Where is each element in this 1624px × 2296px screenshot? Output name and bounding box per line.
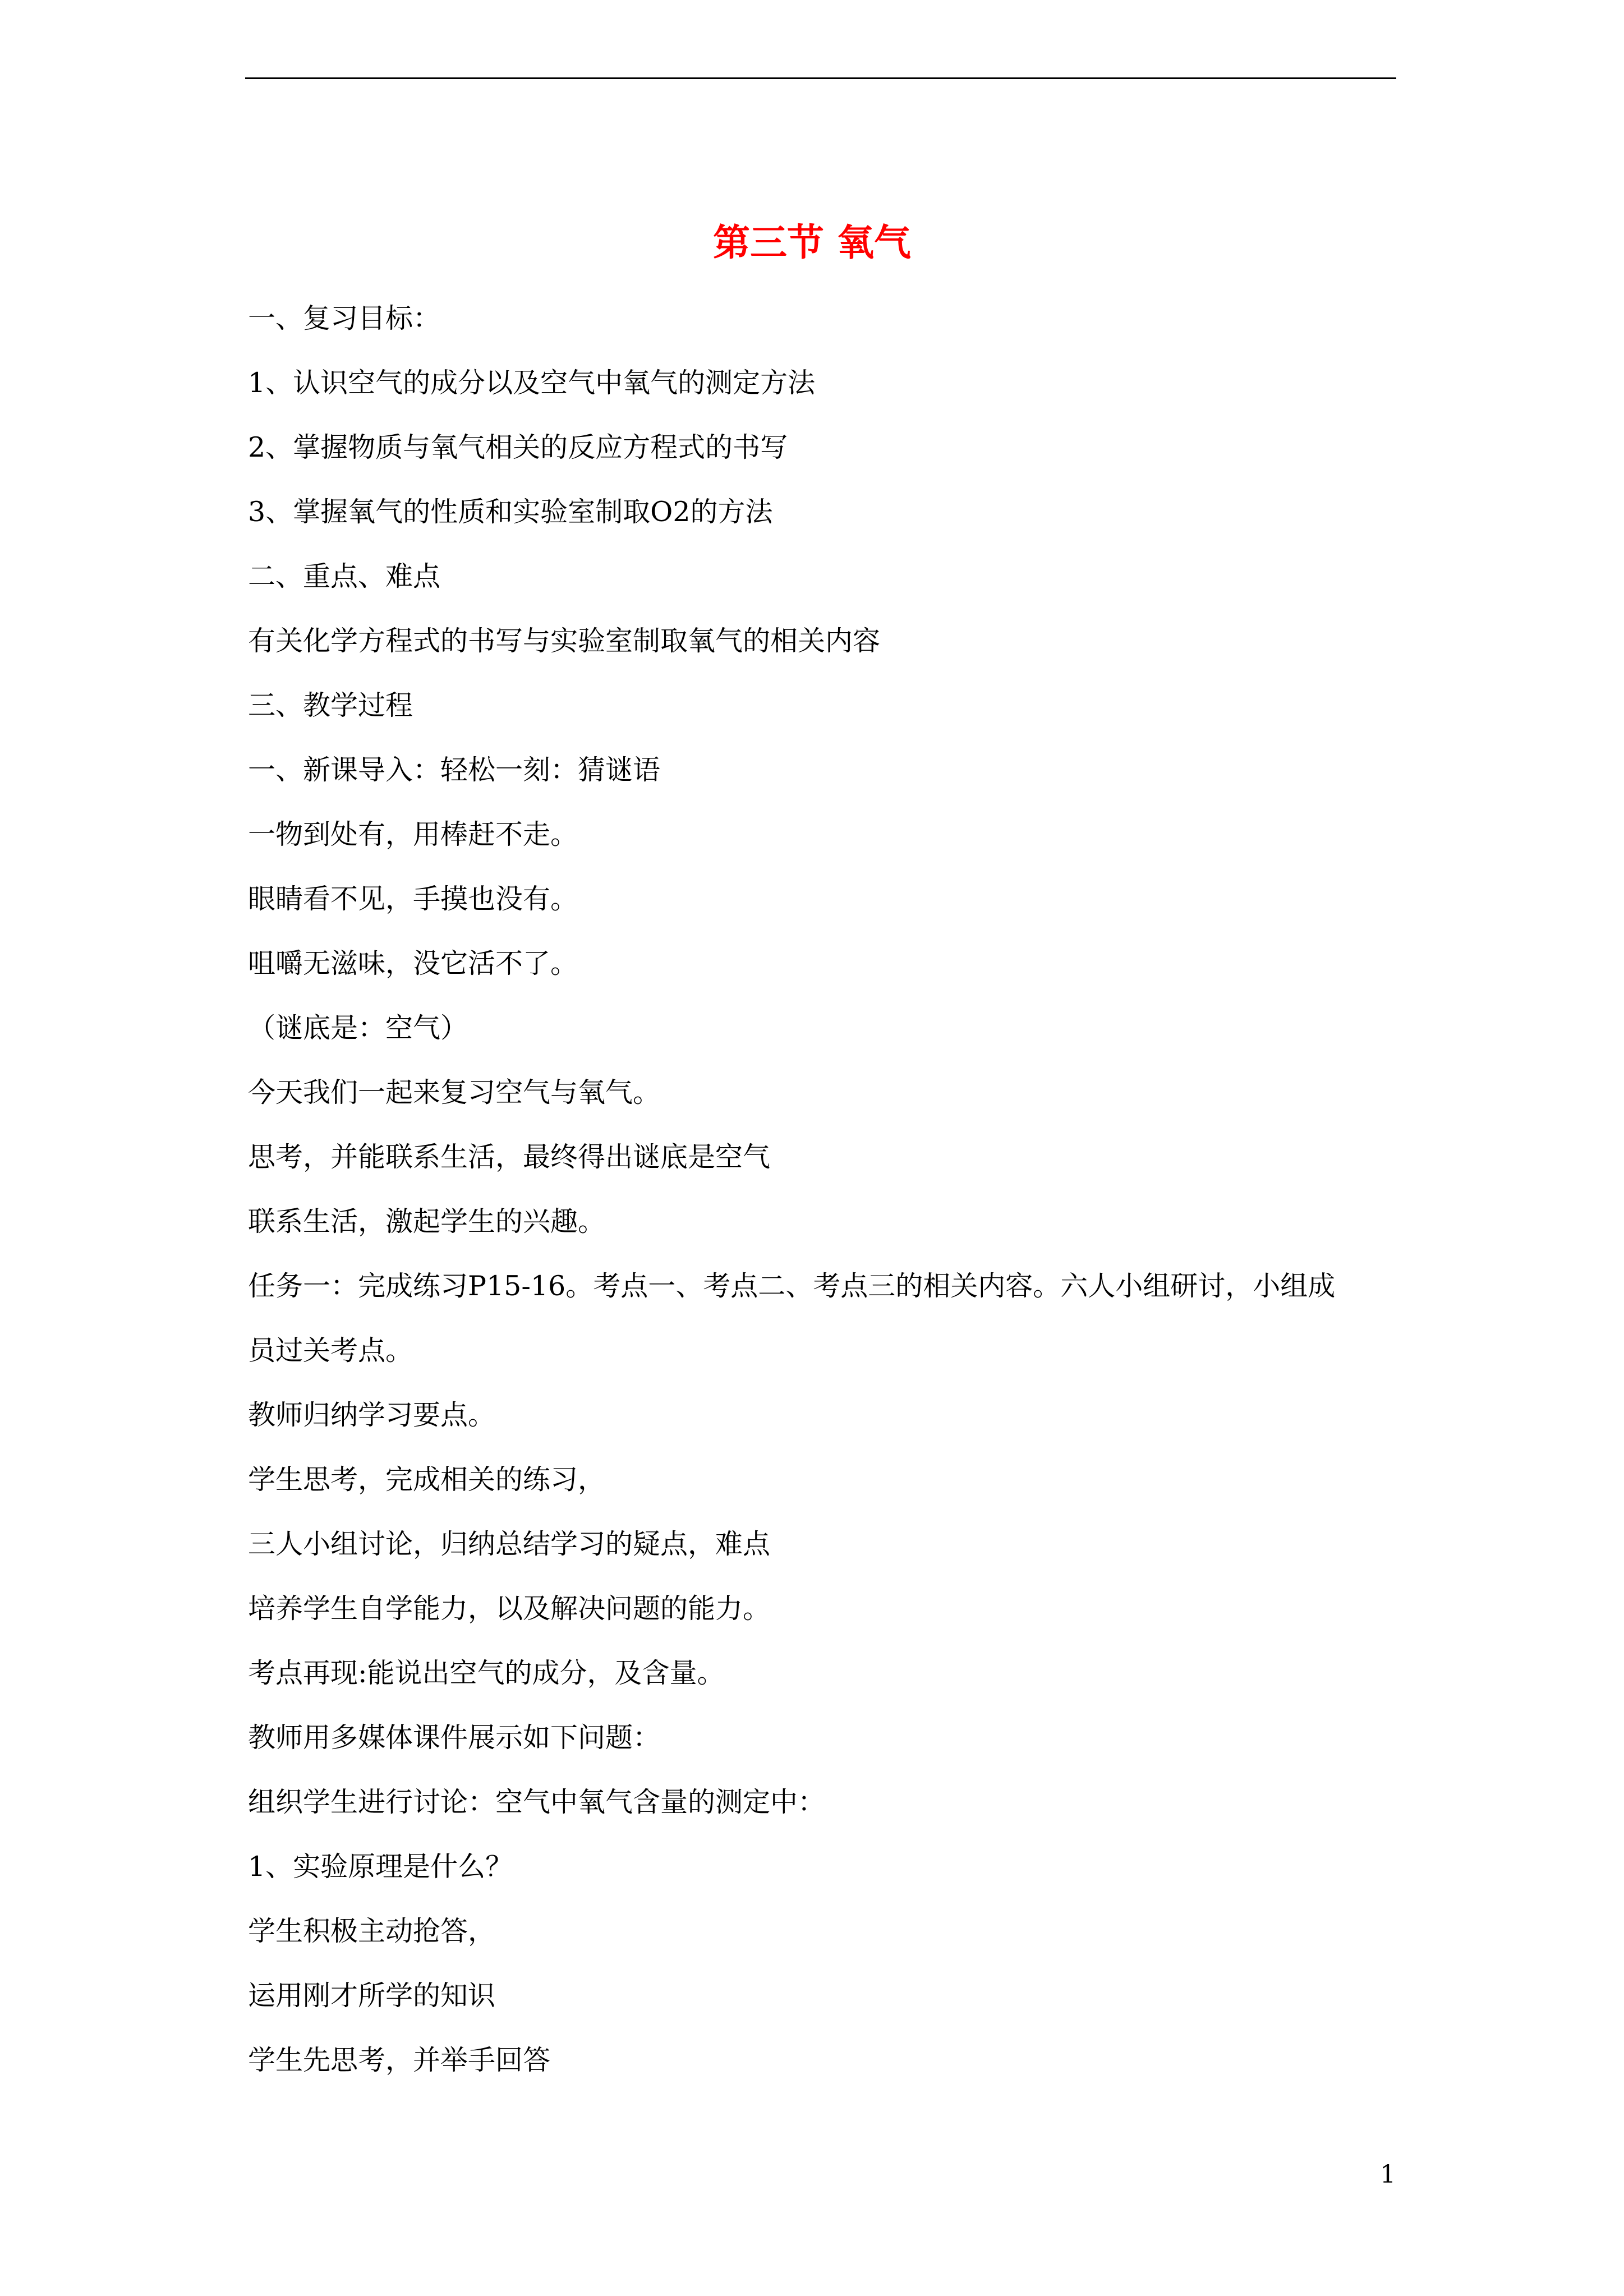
body-line: 教师用多媒体课件展示如下问题： xyxy=(248,1722,661,1754)
body-line: 一、复习目标： xyxy=(248,302,441,334)
body-line: 组织学生进行讨论：空气中氧气含量的测定中： xyxy=(248,1786,826,1818)
body-line: 1、认识空气的成分以及空气中氧气的测定方法 xyxy=(248,367,816,399)
body-line: 学生思考，完成相关的练习， xyxy=(248,1464,606,1496)
body-line: 考点再现:能说出空气的成分，及含量。 xyxy=(248,1657,725,1689)
document-body xyxy=(248,286,1398,2092)
body-line: 3、掌握氧气的性质和实验室制取O2的方法 xyxy=(248,496,773,528)
body-line: 有关化学方程式的书写与实验室制取氧气的相关内容 xyxy=(248,625,881,657)
body-line: 眼睛看不见，手摸也没有。 xyxy=(248,883,578,915)
body-line: 学生积极主动抢答， xyxy=(248,1915,496,1947)
body-line: 今天我们一起来复习空气与氧气。 xyxy=(248,1076,661,1108)
body-line: 一、新课导入：轻松一刻：猜谜语 xyxy=(248,754,661,786)
document-title: 第三节 氧气 xyxy=(713,220,911,264)
body-line: （谜底是：空气） xyxy=(248,1012,468,1044)
page-number: 1 xyxy=(1380,2160,1396,2189)
body-line: 员过关考点。 xyxy=(248,1335,413,1366)
body-line: 培养学生自学能力，以及解决问题的能力。 xyxy=(248,1593,771,1625)
body-line: 咀嚼无滋味，没它活不了。 xyxy=(248,947,578,979)
body-line: 一物到处有，用棒赶不走。 xyxy=(248,818,578,850)
body-line: 任务一：完成练习P15-16。考点一、考点二、考点三的相关内容。六人小组研讨，小组成 xyxy=(248,1270,1336,1302)
body-line: 学生先思考，并举手回答 xyxy=(248,2044,551,2076)
body-line: 2、掌握物质与氧气相关的反应方程式的书写 xyxy=(248,431,788,463)
body-line: 1、实验原理是什么？ xyxy=(248,1851,513,1883)
body-line: 二、重点、难点 xyxy=(248,560,441,592)
body-line: 三人小组讨论，归纳总结学习的疑点，难点 xyxy=(248,1528,771,1560)
body-line: 三、教学过程 xyxy=(248,689,413,721)
header-rule xyxy=(245,77,1396,79)
body-line: 教师归纳学习要点。 xyxy=(248,1399,496,1431)
body-line: 思考，并能联系生活，最终得出谜底是空气 xyxy=(248,1141,771,1173)
body-line: 联系生活，激起学生的兴趣。 xyxy=(248,1205,606,1237)
body-line: 运用刚才所学的知识 xyxy=(248,1980,496,2012)
